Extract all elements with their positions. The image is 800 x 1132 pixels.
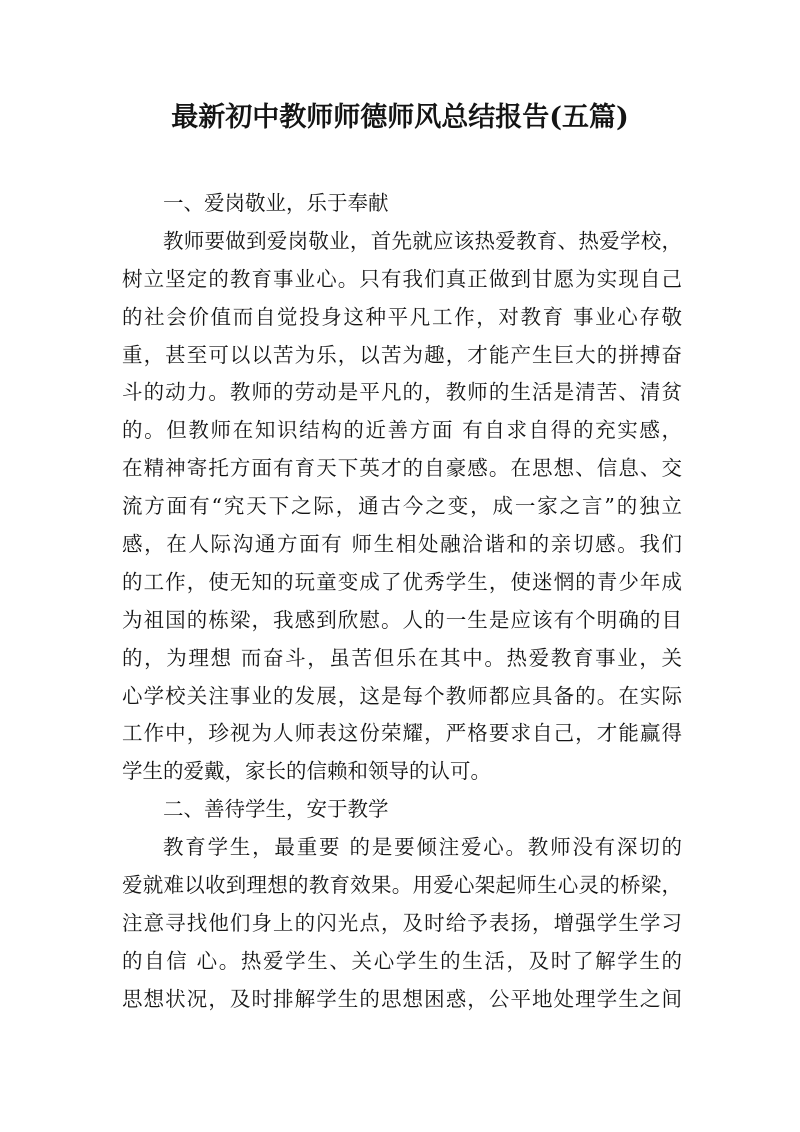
- text-line: 学生的爱戴，家长的信赖和领导的认可。: [122, 759, 491, 784]
- text-line: 爱就难以收到理想的教育效果。用爱心架起师生心灵的桥梁，: [122, 873, 682, 898]
- text-line: 的社会价值而自觉投身这种平凡工作，对教育 事业心存敬: [122, 304, 682, 329]
- text-line: 的，为理想 而奋斗，虽苦但乐在其中。热爱教育事业，关: [122, 645, 682, 670]
- text-line: 斗的动力。教师的劳动是平凡的，教师的生活是清苦、清贫: [122, 380, 682, 405]
- text-line: 的自信 心。热爱学生、关心学生的生活，及时了解学生的: [122, 948, 682, 973]
- text-line: 为祖国的栋梁，我感到欣慰。人的一生是应该有个明确的目: [122, 607, 682, 632]
- text-line: 重，甚至可以以苦为乐，以苦为趣，才能产生巨大的拼搏奋: [122, 342, 682, 367]
- text-line: 心学校关注事业的发展，这是每个教师都应具备的。在实际: [122, 683, 682, 708]
- text-line: 教师要做到爱岗敬业，首先就应该热爱教育、热爱学校，: [163, 228, 682, 253]
- text-line: 在精神寄托方面有育天下英才的自豪感。在思想、信息、交: [122, 456, 682, 481]
- text-line: 教育学生，最重要 的是要倾注爱心。教师没有深切的: [163, 835, 682, 860]
- text-line: 感，在人际沟通方面有 师生相处融洽谐和的亲切感。我们: [122, 532, 682, 557]
- text-line: 工作中，珍视为人师表这份荣耀，严格要求自己，才能赢得: [122, 721, 682, 746]
- text-line: 树立坚定的教育事业心。只有我们真正做到甘愿为实现自己: [122, 266, 682, 291]
- text-line: 流方面有“究天下之际，通古今之变，成一家之言”的独立: [122, 494, 682, 519]
- text-line: 思想状况，及时排解学生的思想困惑，公平地处理学生之间: [122, 986, 682, 1011]
- text-line: 的。但教师在知识结构的近善方面 有自求自得的充实感，: [122, 418, 682, 443]
- text-line: 注意寻找他们身上的闪光点，及时给予表扬，增强学生学习: [122, 910, 682, 935]
- text-line: 二、善待学生，安于教学: [163, 797, 389, 822]
- document-body: [122, 185, 682, 1019]
- text-line: 一、爱岗敬业，乐于奉献: [163, 191, 389, 215]
- document-title: 最新初中教师师德师风总结报告(五篇): [171, 102, 629, 133]
- text-line: 的工作，使无知的玩童变成了优秀学生，使迷惘的青少年成: [122, 569, 682, 594]
